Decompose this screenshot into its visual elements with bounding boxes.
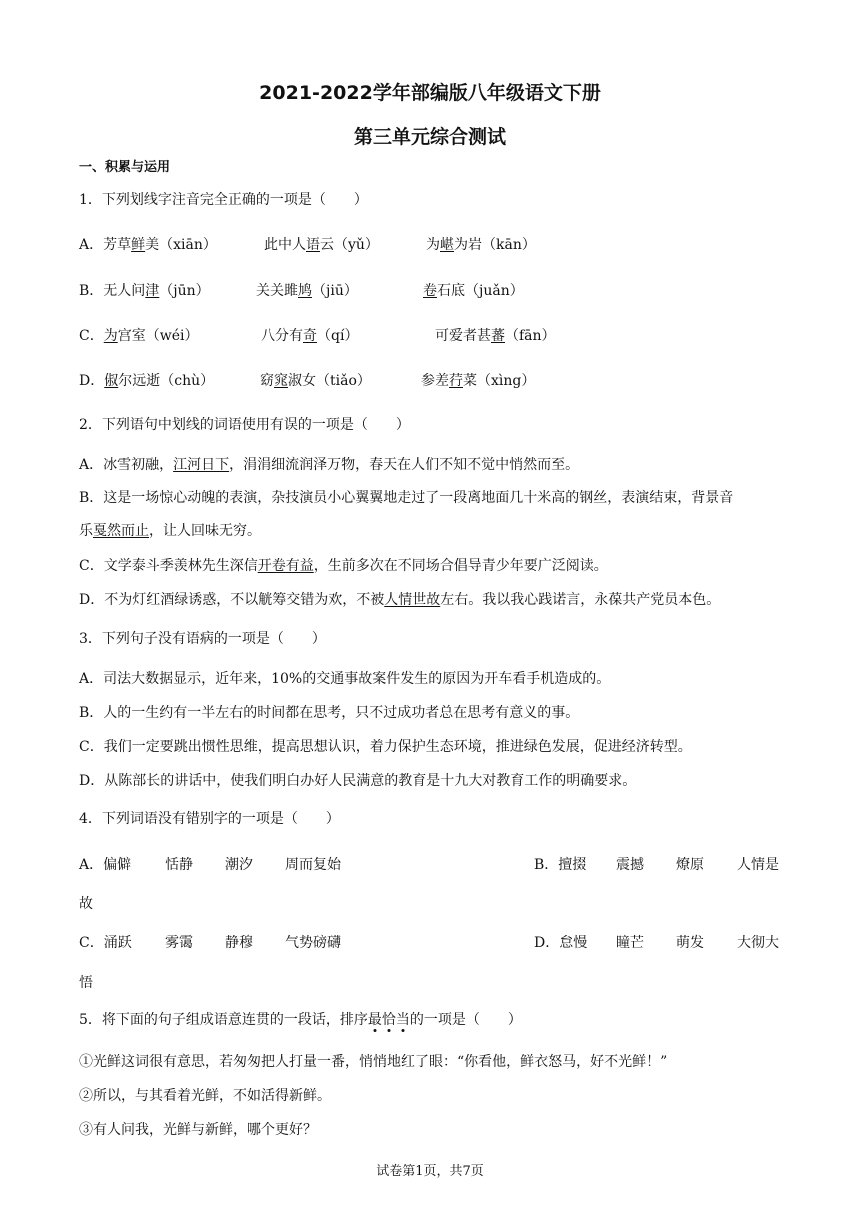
q3-option-d: D．从陈部长的讲话中，使我们明白办好人民满意的教育是十九大对教育工作的明确要求。 (79, 773, 637, 789)
exam-page: 2021-2022学年部编版八年级语文下册 第三单元综合测试 一、积累与运用 1．下列划线字注音完全正确的一项是（ ） A．芳草鲜美（xiān） 此中人语云（yǔ） 为嵁为岩（kān） B．无人问津（jūn） 关关雎鸠（jiū） 卷石底（juǎn） C．为宫室（wéi） 八分有奇（qí） 可爱者甚蕃（fān） D．俶尔远逝（chù） 窈窕淑女（tiǎo） 参差荇菜（xìng） 2．下列语句中划线的词语使用有误的一项是（ ） A．冰雪初融，江河日下，涓涓细流润泽万物，春天在人们不知不觉中悄然而至。 B．这是一场惊心动魄的表演，杂技演员小心翼翼地走过了一段离地面几十米高的钢丝，表演结束，背景音 乐戛然而止，让人回味无穷。 C．文学泰斗季羡林先生深信开卷有益，生前多次在不同场合倡导青少年要广泛阅读。 D．不为灯红酒绿诱惑，不以觥筹交错为欢，不被人情世故左右。我以我心践诺言，永葆共产党员本色。 3．下列句子没有语病的一项是（ ） A．司法大数据显示，近年来，10%的交通事故案件发生的原因为开车看手机造成的。 B．人的一生约有一半左右的时间都在思考，只不过成功者总在思考有意义的事。 C．我们一定要跳出惯性思维，提高思想认识，着力保护生态环境，推进绿色发展，促进经济转型。 D．从陈部长的讲话中，使我们明白办好人民满意的教育是十九大对教育工作的明确要求。 4．下列词语没有错别字的一项是（ ） A．偏僻 恬静 潮汐 周而复始 B．擅掇 震撼 燎原 人情是 故 C．涌跃 雾霭 静穆 气势磅礴 D．怠慢 瞳芒 萌发 大彻大 悟 5．将下面的句子组成语意连贯的一段话，排序最恰当的一项是（ ） ①光鲜这词很有意思，若匆匆把人打量一番，悄悄地红了眼：“你看他，鲜衣怒马，好不光鲜！” ②所以，与其看着光鲜，不如活得新鲜。 ③有人问我，光鲜与新鲜，哪个更好？ 试卷第1页，共7页 (0, 0, 860, 1216)
q5-sentence-2: ②所以，与其看着光鲜，不如活得新鲜。 (79, 1088, 331, 1104)
q5-stem: 5．将下面的句子组成语意连贯的一段话，排序最恰当的一项是（ ） (79, 1012, 522, 1028)
section-heading: 一、积累与运用 (79, 160, 171, 175)
q2-option-d: D．不为灯红酒绿诱惑，不以觥筹交错为欢，不被人情世故左右。我以我心践诺言，永葆共产党员本色。 (79, 592, 721, 608)
q2-option-b-line2: 乐戛然而止，让人回味无穷。 (79, 523, 261, 539)
exam-subtitle: 第三单元综合测试 (353, 126, 506, 148)
q2-option-c: C．文学泰斗季羡林先生深信开卷有益，生前多次在不同场合倡导青少年要广泛阅读。 (79, 558, 608, 574)
exam-title: 2021-2022学年部编版八年级语文下册 (259, 82, 601, 104)
q5-sentence-1: ①光鲜这词很有意思，若匆匆把人打量一番，悄悄地红了眼：“你看他，鲜衣怒马，好不光鲜！” (79, 1054, 668, 1070)
q2-option-a: A．冰雪初融，江河日下，涓涓细流润泽万物，春天在人们不知不觉中悄然而至。 (79, 457, 580, 473)
q2-stem: 2．下列语句中划线的词语使用有误的一项是（ ） (79, 417, 410, 433)
q2-option-b-line1: B．这是一场惊心动魄的表演，杂技演员小心翼翼地走过了一段离地面几十米高的钢丝，表演结束，背景音 (79, 490, 734, 506)
q5-sentence-3: ③有人问我，光鲜与新鲜，哪个更好？ (79, 1122, 317, 1138)
page-footer: 试卷第1页，共7页 (376, 1164, 484, 1179)
q3-option-b: B．人的一生约有一半左右的时间都在思考，只不过成功者总在思考有意义的事。 (79, 705, 580, 721)
q3-option-a: A．司法大数据显示，近年来，10%的交通事故案件发生的原因为开车看手机造成的。 (79, 671, 611, 687)
q3-stem: 3．下列句子没有语病的一项是（ ） (79, 631, 326, 647)
q1-stem: 1．下列划线字注音完全正确的一项是（ ） (79, 192, 368, 208)
q3-option-c: C．我们一定要跳出惯性思维，提高思想认识，着力保护生态环境，推进绿色发展，促进经济转型。 (79, 739, 692, 755)
q4-stem: 4．下列词语没有错别字的一项是（ ） (79, 811, 340, 827)
